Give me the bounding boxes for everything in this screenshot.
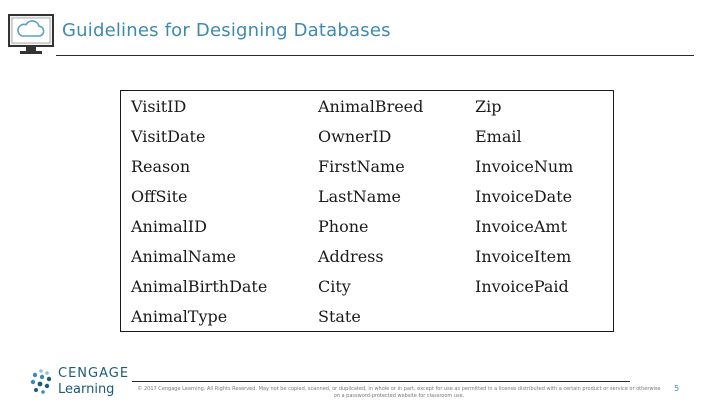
field-cell: Zip: [475, 97, 502, 116]
field-cell: AnimalBreed: [318, 97, 424, 116]
field-list-table: [120, 90, 614, 332]
field-cell: LastName: [318, 187, 401, 206]
field-cell: State: [318, 307, 361, 326]
field-cell: OffSite: [131, 187, 188, 206]
field-cell: Address: [318, 247, 384, 266]
logo-wordmark-sub: Learning: [58, 382, 115, 397]
field-cell: Email: [475, 127, 522, 146]
field-column-1: [131, 95, 267, 335]
copyright-notice: © 2017 Cengage Learning. All Rights Reserved. May not be copied, scanned, or duplicated, in whole or in part, except for use as permitted in a license distributed with a certain product or service or otherwise on a password-protected website for classroom use.: [137, 386, 661, 399]
field-cell: AnimalName: [131, 247, 236, 266]
field-cell: AnimalBirthDate: [131, 277, 268, 296]
field-cell: Reason: [131, 157, 191, 176]
field-column-3: [475, 95, 573, 305]
field-cell: AnimalID: [131, 217, 207, 236]
field-cell: InvoiceDate: [475, 187, 573, 206]
title-divider: [56, 55, 694, 56]
field-cell: Phone: [318, 217, 369, 236]
field-cell: VisitDate: [131, 127, 206, 146]
field-cell: AnimalType: [131, 307, 228, 326]
field-cell: InvoiceNum: [475, 157, 574, 176]
field-cell: InvoiceAmt: [475, 217, 567, 236]
logo-wordmark: CENGAGE: [58, 366, 130, 381]
footer-divider: [132, 381, 630, 382]
field-cell: InvoicePaid: [475, 277, 569, 296]
field-cell: VisitID: [131, 97, 187, 116]
monitor-cloud-icon: [8, 12, 54, 58]
cengage-dots-icon: [28, 368, 54, 396]
cengage-logo: [28, 364, 128, 400]
slide-title: Guidelines for Designing Databases: [62, 20, 391, 41]
field-column-2: [318, 95, 423, 335]
field-cell: InvoiceItem: [475, 247, 572, 266]
page-number: 5: [674, 384, 680, 393]
field-cell: OwnerID: [318, 127, 392, 146]
field-cell: FirstName: [318, 157, 405, 176]
field-cell: City: [318, 277, 351, 296]
